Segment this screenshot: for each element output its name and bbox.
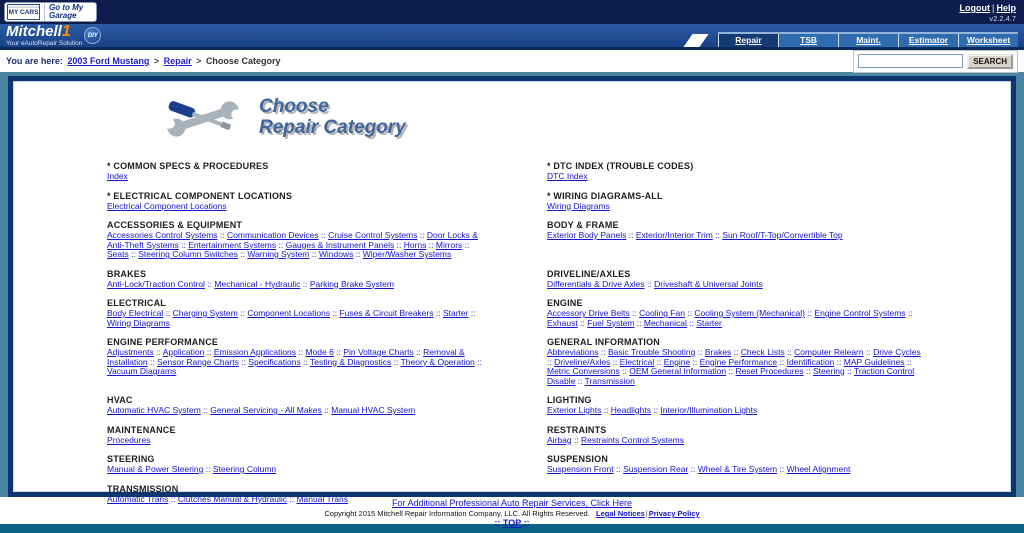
category-link[interactable]: Headlights [610,405,651,415]
link-separator: :: [238,356,249,367]
category-links [107,436,487,446]
category-title: BODY & FRAME [547,220,619,230]
link-separator: :: [300,278,310,289]
panel-header [161,91,1011,143]
category-link[interactable]: Specifications [248,356,301,367]
link-separator: :: [203,464,213,474]
category-title: * ELECTRICAL COMPONENT LOCATIONS [107,190,293,201]
breadcrumb-items [65,56,280,66]
category-link[interactable]: Cooling System (Mechanical) [694,308,805,318]
category-link[interactable]: Horns [403,239,427,250]
category-link[interactable]: Communication Devices [227,230,319,240]
category-links [107,231,487,260]
category-title: ENGINE PERFORMANCE [107,337,219,347]
category-link[interactable]: Exhaust [547,317,578,328]
link-separator: :: [394,239,404,250]
link-separator: :: [309,249,319,259]
category-link[interactable]: Wiring Diagrams [107,317,170,328]
breadcrumb-item[interactable]: Repair [163,56,192,66]
garage-button-label: Go to My Garage [44,4,90,21]
top-links-divider: | [991,3,995,13]
link-separator: :: [690,356,700,367]
category-link[interactable]: Exterior Lights [547,405,602,415]
category-link[interactable]: Driveshaft & Universal Joints [654,278,763,289]
link-separator: :: [204,347,214,357]
link-separator: :: [610,356,620,367]
privacy-policy-link[interactable]: Privacy Policy [648,509,700,518]
link-separator: :: [333,347,344,357]
link-separator: :: [296,347,306,357]
category-link[interactable]: OEM General Information [629,366,727,376]
link-separator: :: [330,308,340,318]
category-link[interactable]: Brakes [704,347,732,357]
tab-worksheet[interactable]: Worksheet [958,34,1018,47]
category-section [107,298,487,328]
link-separator: :: [178,239,189,250]
page-title-line1: Choose [259,96,329,117]
link-separator: :: [153,347,163,357]
category-section [107,269,487,290]
link-separator: :: [644,278,655,289]
category-link[interactable]: Wiring Diagrams [547,200,610,211]
link-separator: :: [601,405,611,415]
category-section [547,337,927,386]
category-links [547,202,927,212]
category-link[interactable]: Wheel Alignment [786,464,851,474]
breadcrumb-item: Choose Category [205,56,281,66]
tab-maint[interactable]: Maint. [838,34,898,47]
category-section [547,191,927,212]
category-link[interactable]: Removal & Installation [107,347,465,367]
category-link[interactable]: Index [107,171,128,181]
category-link[interactable]: Engine Performance [699,356,778,367]
link-separator: :: [731,347,741,357]
mitchell1-logo[interactable] [6,24,101,47]
category-link[interactable]: Pin Voltage Charts [343,347,414,357]
category-grid [107,161,1011,504]
category-link[interactable]: Seats [107,249,129,259]
link-separator: :: [784,347,795,357]
category-section [547,454,927,475]
breadcrumb-separator: > [151,56,162,66]
category-section [107,220,487,260]
category-link[interactable]: Component Locations [247,308,331,318]
category-link[interactable]: Automatic HVAC System [107,405,201,415]
copyright-text: Copyright 2015 Mitchell Repair Information Company, LLC. All Rights Reserved. [324,509,590,518]
link-separator: :: [147,356,158,367]
category-links [547,172,927,182]
search-button[interactable]: SEARCH [967,54,1013,69]
link-separator: :: [804,308,815,318]
footer-links-divider: | [645,509,648,518]
category-link[interactable]: Differentials & Drive Axles [547,278,645,289]
tab-bar [718,32,1018,47]
link-separator: :: [844,366,854,376]
category-section [547,161,927,182]
category-section [107,425,487,446]
link-separator: :: [204,278,215,289]
link-separator: :: [803,366,814,376]
category-title: ELECTRICAL [107,298,166,308]
category-link[interactable]: General Servicing - All Makes [210,405,322,415]
link-separator: :: [695,347,705,357]
category-link[interactable]: Wiper/Washer Systems [362,249,452,259]
category-link[interactable]: Engine [663,356,691,367]
link-separator: :: [433,308,443,318]
category-link[interactable]: Clutches Manual & Hydraulic [177,493,288,504]
category-link[interactable]: Computer Relearn [794,347,864,357]
category-link[interactable]: Theory & Operation [400,356,475,367]
category-link[interactable]: Starter [442,308,469,318]
category-title: * COMMON SPECS & PROCEDURES [107,161,269,171]
category-title: MAINTENANCE [107,424,176,435]
link-separator: :: [300,356,311,367]
link-separator: :: [650,405,661,415]
category-link[interactable]: Suspension Rear [623,464,689,474]
category-title: STEERING [107,454,155,464]
category-link[interactable]: Driveline/Axles [554,356,611,367]
category-link[interactable]: Application [162,347,205,357]
category-link[interactable]: Door Locks & Anti-Theft Systems [107,230,478,250]
link-separator: :: [417,230,427,240]
link-separator: :: [777,464,787,474]
category-links [107,280,487,290]
link-separator: :: [726,366,736,376]
link-separator: :: [163,308,173,318]
category-link[interactable]: Vacuum Diagrams [107,366,177,376]
category-link[interactable]: Check Lists [740,347,785,357]
category-link[interactable]: Electrical Component Locations [107,200,227,211]
link-separator: :: [577,317,588,328]
category-link[interactable]: Metric Conversions [547,366,620,376]
category-title: LIGHTING [547,395,592,405]
category-section [107,454,487,475]
category-section [547,269,927,290]
link-separator: :: [626,230,636,240]
category-title: BRAKES [107,268,147,279]
breadcrumb-separator: > [193,56,204,66]
category-link[interactable]: Mechanical [643,317,687,328]
page-title [259,96,406,138]
category-link[interactable]: Emission Applications [213,347,297,357]
category-link[interactable]: Accessories Control Systems [107,230,218,240]
link-separator: :: [217,230,227,240]
category-section [547,425,927,446]
category-links [107,406,487,416]
link-separator: :: [237,308,248,318]
header-bar [0,24,1024,47]
link-separator: :: [426,239,436,250]
category-links [107,348,487,377]
top-bar [0,0,1024,24]
category-link[interactable]: Transmission [584,375,635,386]
link-separator: :: [128,249,139,259]
professional-services-link[interactable]: For Additional Professional Auto Repair Services, Click Here [391,498,633,508]
breadcrumb-item[interactable]: 2003 Ford Mustang [67,56,150,66]
category-link[interactable]: Starter [696,317,722,328]
category-link[interactable]: Parking Brake System [309,278,394,289]
top-link[interactable]: TOP [502,518,522,528]
category-links [547,406,927,416]
link-separator: :: [200,405,211,415]
category-link[interactable]: Gauges & Instrument Panels [285,239,395,250]
category-section [107,191,487,212]
link-separator: :: [287,493,297,504]
link-separator: :: [168,493,178,504]
category-link[interactable]: Accessory Drive Belts [547,308,630,318]
link-separator: :: [834,356,844,367]
link-separator: :: [547,356,555,367]
search-input[interactable] [858,54,963,68]
category-links [107,309,487,328]
category-links [107,172,487,182]
category-link[interactable]: Mirrors [435,239,463,250]
link-separator: :: [634,317,644,328]
logout-link[interactable]: Logout [959,3,990,13]
link-separator: :: [863,347,874,357]
category-link[interactable]: Anti-Lock/Traction Control [107,278,205,289]
link-separator: :: [462,239,470,250]
top-bar-right [959,0,1024,23]
breadcrumb-prefix: You are here: [6,56,63,66]
category-link[interactable]: Basic Trouble Shooting [607,347,696,357]
link-separator: :: [619,366,630,376]
category-section [547,395,927,416]
help-link[interactable]: Help [996,3,1016,13]
category-link[interactable]: Entertainment Systems [188,239,277,250]
category-link[interactable]: Exterior/Interior Trim [635,230,713,240]
category-links [547,348,927,386]
category-link[interactable]: Steering [813,366,845,376]
tab-tsb[interactable]: TSB [778,34,838,47]
category-link[interactable]: Wheel & Tire System [697,464,778,474]
category-link[interactable]: Electrical [619,356,655,367]
category-link[interactable]: Procedures [107,434,151,445]
category-title: RESTRAINTS [547,424,607,435]
my-cars-plate-icon [7,4,40,20]
category-link[interactable]: Mechanical - Hydraulic [214,278,301,289]
category-link[interactable]: Manual HVAC System [331,405,416,415]
category-link[interactable]: Sensor Range Charts [157,356,239,367]
category-link[interactable]: Testing & Diagnostics [310,356,392,367]
link-separator: :: [276,239,286,250]
link-separator: :: [686,317,697,328]
category-section [107,161,487,182]
category-link[interactable]: Automatic Trans [107,493,169,504]
category-link[interactable]: Restraints Control Systems [581,434,685,445]
link-separator: :: [413,347,424,357]
category-title: GENERAL INFORMATION [547,337,660,347]
tabs-area [688,32,1018,47]
link-separator: :: [468,308,476,318]
tab-repair[interactable]: Repair [718,34,778,47]
category-link[interactable]: Cruise Control Systems [328,230,418,240]
category-section [547,220,927,260]
category-links [547,231,927,241]
category-link[interactable]: Mode 6 [305,347,334,357]
category-link[interactable]: Suspension Front [547,464,614,474]
category-links [107,465,487,475]
category-link[interactable]: Airbag [547,434,572,445]
category-title: TRANSMISSION [107,483,179,494]
swoosh-decoration [683,34,708,47]
link-separator: :: [321,405,332,415]
diy-badge-icon: DIY [84,27,101,44]
link-separator: :: [598,347,608,357]
category-link[interactable]: Manual & Power Steering [107,464,204,474]
category-link[interactable]: Sun Roof/T-Top/Convertible Top [722,230,843,240]
category-links [107,202,487,212]
category-link[interactable]: Fuses & Circuit Breakers [339,308,434,318]
category-link[interactable]: DTC Index [547,171,588,181]
link-separator: :: [474,356,482,367]
logo-one: 1 [61,23,71,40]
link-separator: :: [237,249,248,259]
category-link[interactable]: MAP Guidelines [843,356,905,367]
category-link[interactable]: Exterior Body Panels [547,230,627,240]
category-link[interactable]: Fuel System [587,317,635,328]
link-separator: :: [613,464,624,474]
category-title: DRIVELINE/AXLES [547,268,631,279]
category-link[interactable]: Charging System [172,308,238,318]
category-title: * DTC INDEX (TROUBLE CODES) [547,161,694,171]
category-link[interactable]: Adjustments [107,347,154,357]
version-label: v2.2.4.7 [989,14,1016,23]
link-separator: :: [654,356,664,367]
category-link[interactable]: Engine Control Systems [814,308,906,318]
search-area [853,50,1018,73]
link-separator: :: [777,356,787,367]
category-link[interactable]: Steering Column Switches [138,249,238,259]
breadcrumb-row [0,50,1024,72]
go-to-my-garage-button[interactable] [4,2,97,22]
tab-estimator[interactable]: Estimator [898,34,958,47]
category-link[interactable]: Body Electrical [107,308,164,318]
legal-notices-link[interactable]: Legal Notices [596,509,645,518]
link-separator: :: [688,464,698,474]
category-link[interactable]: Steering Column [212,464,277,474]
category-link[interactable]: Identification [786,356,835,367]
link-separator: :: [712,230,723,240]
category-section [547,298,927,328]
top-link-suffix: :: [523,518,530,528]
link-separator: :: [571,434,582,445]
category-links [547,436,927,446]
category-title: SUSPENSION [547,454,609,464]
category-title: * WIRING DIAGRAMS-ALL [547,190,663,201]
category-link[interactable]: Cooling Fan [639,308,685,318]
top-link-prefix: :: [494,518,501,528]
category-section [107,395,487,416]
category-link[interactable]: Reset Procedures [735,366,804,376]
category-link[interactable]: Windows [318,249,354,259]
category-link[interactable]: Manual Trans [296,493,348,504]
category-link[interactable]: Traction Control Disable [547,366,915,386]
logo-text: Mitchell [6,23,62,40]
category-title: ACCESSORIES & EQUIPMENT [107,220,243,230]
category-links [547,309,927,328]
category-links [547,280,927,290]
link-separator: :: [575,375,585,386]
category-section [107,337,487,386]
crossed-wrench-screwdriver-icon [161,93,245,141]
link-separator: :: [629,308,640,318]
link-separator: :: [905,308,913,318]
category-link[interactable]: Drive Cycles [873,347,921,357]
category-title: ENGINE [547,298,583,308]
page-title-line2: Repair Category [259,117,406,138]
category-link[interactable]: Warning System [247,249,310,259]
link-separator: :: [684,308,695,318]
category-link[interactable]: Abbreviations [547,347,599,357]
link-separator: :: [391,356,401,367]
category-link[interactable]: Interior/Illumination Lights [660,405,758,415]
category-links [547,465,927,475]
my-cars-label: MY CARS [8,9,39,16]
category-title: HVAC [107,395,133,405]
link-separator: :: [904,356,912,367]
breadcrumb [4,56,280,66]
logo-tagline: Your eAutoRepair Solution [6,40,83,47]
link-separator: :: [318,230,329,240]
link-separator: :: [353,249,363,259]
